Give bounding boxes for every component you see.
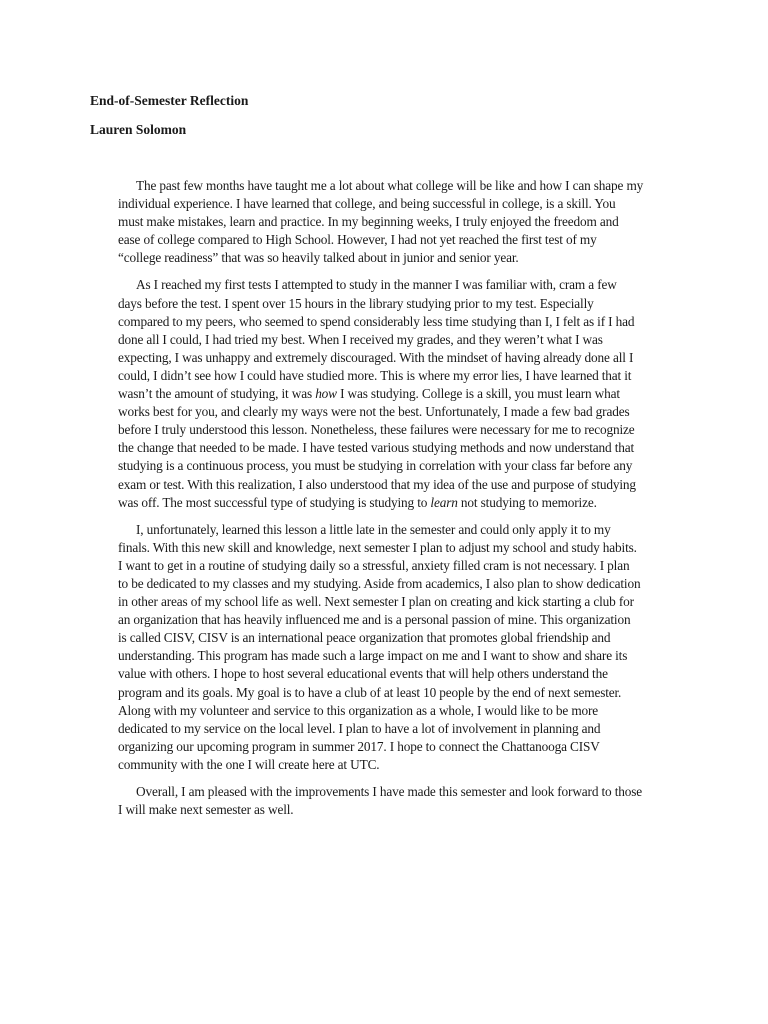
text-line: I want to get in a routine of studying daily so a stressful, anxiety filled cram is not necessary. I plan bbox=[118, 557, 630, 573]
text-line: must make mistakes, learn and practice. In my beginning weeks, I truly enjoyed the freedom and bbox=[118, 214, 619, 230]
text-line: As I reached my first tests I attempted to study in the manner I was familiar with, cram a few bbox=[136, 277, 617, 293]
text-line: days before the test. I spent over 15 hours in the library studying prior to my test. Especially bbox=[118, 295, 594, 311]
paragraph-1 bbox=[118, 177, 680, 267]
paragraph-3 bbox=[118, 521, 680, 774]
text-line: Along with my volunteer and service to this organization as a whole, I would like to be more bbox=[118, 702, 599, 718]
text-line: studying is a continuous process, you must be studying in correlation with your class far before any bbox=[118, 458, 633, 474]
text-line: expecting, I was unhappy and extremely discouraged. With the mindset of having already done all I bbox=[118, 349, 634, 365]
text-line: exam or test. With this realization, I also understood that my idea of the use and purpose of studying bbox=[118, 476, 636, 492]
text-segment: not studying to memorize. bbox=[457, 494, 597, 510]
text-line: compared to my peers, who seemed to spend considerably less time studying than I, I felt as if I had bbox=[118, 313, 635, 329]
text-segment: wasn’t the amount of studying, it was bbox=[118, 386, 316, 402]
text-line: community with the one I will create here at UTC. bbox=[118, 756, 380, 772]
text-line: an organization that has heavily influenced me and is a personal passion of mine. This organization bbox=[118, 612, 631, 628]
document-body bbox=[118, 177, 680, 828]
text-line: organizing our upcoming program in summer 2017. I hope to connect the Chattanooga CISV bbox=[118, 738, 600, 754]
text-segment: I was studying. College is a skill, you must learn what bbox=[336, 386, 620, 402]
document-title: End-of-Semester Reflection bbox=[90, 93, 249, 108]
text-line: I will make next semester as well. bbox=[118, 802, 294, 818]
text-line: to be dedicated to my classes and my studying. Aside from academics, I also plan to show dedication bbox=[118, 575, 641, 591]
emphasis-how: how bbox=[315, 386, 337, 402]
text-line bbox=[118, 385, 680, 403]
text-line: Overall, I am pleased with the improvements I have made this semester and look forward to those bbox=[136, 784, 643, 799]
text-line: could, I didn’t see how I could have studied more. This is where my error lies, I have learned that it bbox=[118, 367, 632, 383]
author-name: Lauren Solomon bbox=[90, 122, 187, 137]
text-line: value with others. I hope to host several educational events that will help others understand the bbox=[118, 666, 608, 682]
text-line: The past few months have taught me a lot about what college will be like and how I can shape my bbox=[136, 178, 644, 193]
text-line: dedicated to my service on the local level. I plan to have a lot of involvement in planning and bbox=[118, 720, 601, 736]
text-line: “college readiness” that was so heavily talked about in junior and senior year. bbox=[118, 250, 519, 266]
text-line: individual experience. I have learned that college, and being successful in college, is a skill. You bbox=[118, 196, 616, 212]
text-line: the change that needed to be made. I have tested various studying methods and now understand that bbox=[118, 440, 635, 456]
text-line: is called CISV, CISV is an international peace organization that promotes global friendship and bbox=[118, 630, 611, 646]
text-line: done all I could, I had tried my best. When I received my grades, and they weren’t what I was bbox=[118, 331, 603, 347]
text-line: finals. With this new skill and knowledge, next semester I plan to adjust my school and study habits. bbox=[118, 539, 637, 555]
text-line bbox=[118, 494, 680, 512]
text-line: I, unfortunately, learned this lesson a little late in the semester and could only apply it to my bbox=[136, 521, 611, 537]
text-line: understanding. This program has made such a large impact on me and I want to show and share its bbox=[118, 648, 628, 664]
text-line: ease of college compared to High School. However, I had not yet reached the first test of my bbox=[118, 232, 597, 248]
emphasis-learn: learn bbox=[430, 494, 458, 510]
text-line: works best for you, and clearly my ways were not the best. Unfortunately, I made a few bad grades bbox=[118, 404, 630, 420]
text-line: in other areas of my school life as well. Next semester I plan on creating and kick starting a club for bbox=[118, 594, 634, 610]
paragraph-4 bbox=[118, 783, 680, 819]
text-line: program and its goals. My goal is to have a club of at least 10 people by the end of next semester. bbox=[118, 684, 622, 700]
text-line: before I truly understood this lesson. Nonetheless, these failures were necessary for me to recognize bbox=[118, 422, 635, 438]
text-segment: was off. The most successful type of studying is studying to bbox=[118, 494, 431, 510]
paragraph-2 bbox=[118, 276, 680, 511]
